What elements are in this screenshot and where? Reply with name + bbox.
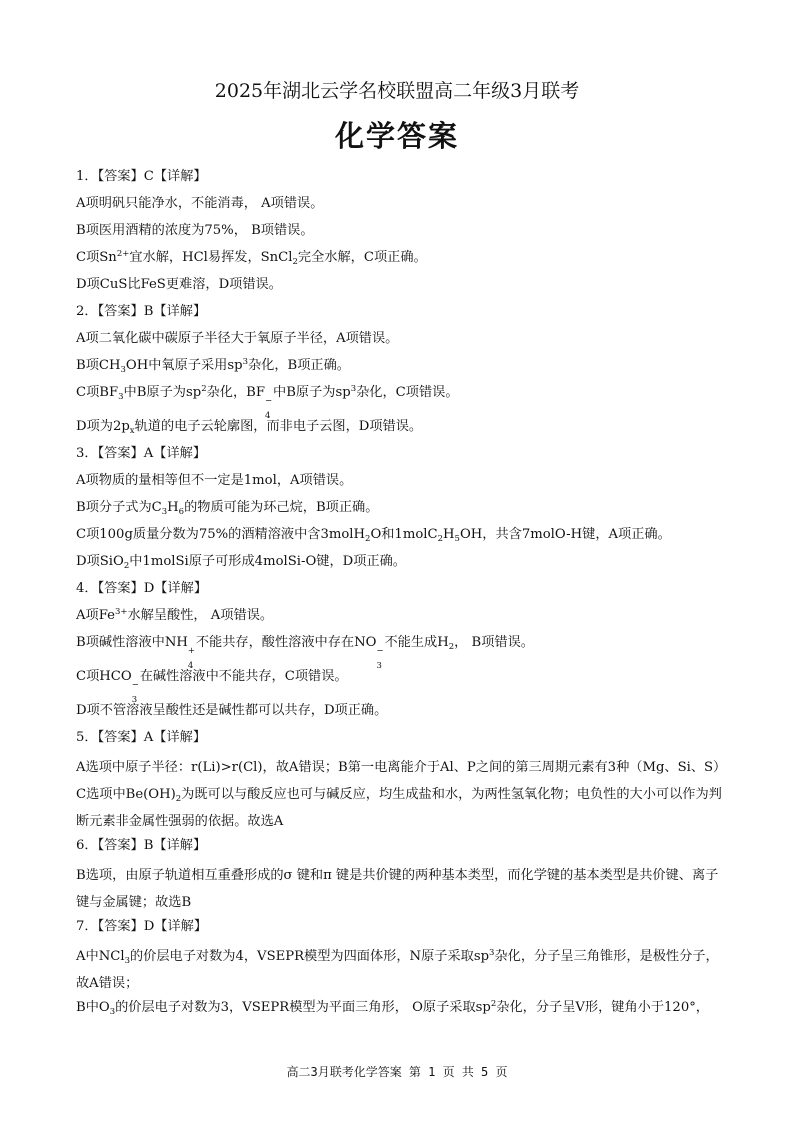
q4-option-b: B项碱性溶液中NH + 4 不能共存，酸性溶液中存在NO − 3 不能生成$H_2$， B项错误。 (76, 635, 534, 671)
q7-option-b: B中$O_3$的价层电子对数为3，VSEPR模型为平面三角形， O原子采取$sp^2$杂化，分子呈V形，键角小于120°， (76, 999, 709, 1017)
q4-heading: 4．【答案】D【详解】 (76, 581, 208, 596)
q2-option-d: D项为$2p_x$轨道的电子云轮廓图，而非电子云图，D项错误。 (76, 419, 423, 436)
q4-option-a: A项$Fe^{3+}$水解呈酸性， A项错误。 (76, 607, 274, 623)
q6-heading: 6．【答案】B【详解】 (76, 838, 207, 853)
q7-option-a: A中NCl$_3$的价层电子对数为4，VSEPR模型为四面体形，N原子采取$sp^3$杂化，分子呈三角锥形，是极性分子，故A错误； (76, 948, 719, 991)
q7-heading: 7．【答案】D【详解】 (76, 919, 208, 934)
q5-heading: 5．【答案】A【详解】 (76, 730, 207, 745)
q3-option-c: C项100g质量分数为75%的酒精溶液中含3molH$_2$O和$1molC_2H_5OH$，共含7molO-H键，A项正确。 (76, 527, 671, 544)
q4-option-d: D项不管溶液呈酸性还是碱性都可以共存，D项正确。 (76, 703, 388, 718)
q3-heading: 3．【答案】A【详解】 (76, 446, 207, 461)
q1-heading: 1．【答案】C【详解】 (76, 169, 207, 184)
q1-option-c: C项$Sn^{2+}$宜水解，HCl易挥发，SnCl$_2$完全水解，C项正确。 (76, 249, 427, 267)
page-footer: 高二3月联考化学答案 第 1 页 共 5 页 (286, 1065, 508, 1079)
q2-option-c: C项$BF_3$中B原子为$sp^2$杂化，BF − 4 中B原子为$sp^3$杂化，C项错误。 (76, 384, 459, 421)
q2-option-b: B项$CH_3OH$中氧原子采用$sp^3$杂化，B项正确。 (76, 357, 350, 375)
q3-option-d: D项SiO$_2$中1molSi原子可形成4molSi-O键，D项正确。 (76, 554, 406, 571)
q2-heading: 2．【答案】B【详解】 (76, 304, 207, 319)
q1-option-b: B项医用酒精的浓度为75%， B项错误。 (76, 223, 314, 238)
q6-explanation: B选项，由原子轨道相互重叠形成的σ 键和π 键是共价键的两种基本类型，而化学键的基本类型是共价键、离子键与金属键；故选B (76, 868, 719, 910)
subject-title: 化学答案 (334, 119, 459, 153)
q2-option-a: A项二氧化碳中碳原子半径大于氧原子半径，A项错误。 (76, 331, 399, 346)
q1-option-d: D项CuS比FeS更难溶，D项错误。 (76, 277, 282, 292)
q5-explanation: A选项中原子半径：r(Li)>r(Cl)，故A错误；B第一电离能介于Al、P之间的第三周期元素有3种（Mg、Si、S）C选项中$Be(OH)_2$为既可以与酸反应也可与碱反应，均生成盐和水，为两性氢氧化物；电负性的大小可以作为判断元素非金属性强弱的依据。故选A (76, 760, 722, 829)
q4-option-c: C项HCO − 3 在碱性溶液中不能共存，C项错误。 (76, 669, 348, 705)
q3-option-b: B项分子式为$C_3H_6$的物质可能为环己烷，B项正确。 (76, 500, 379, 517)
q3-option-a: A项物质的量相等但不一定是1mol，A项错误。 (76, 473, 353, 488)
q1-option-a: A项明矾只能净水，不能消毒， A项错误。 (76, 196, 324, 211)
exam-title: 2025年湖北云学名校联盟高二年级3月联考 (214, 80, 580, 102)
answer-content (76, 166, 724, 1024)
